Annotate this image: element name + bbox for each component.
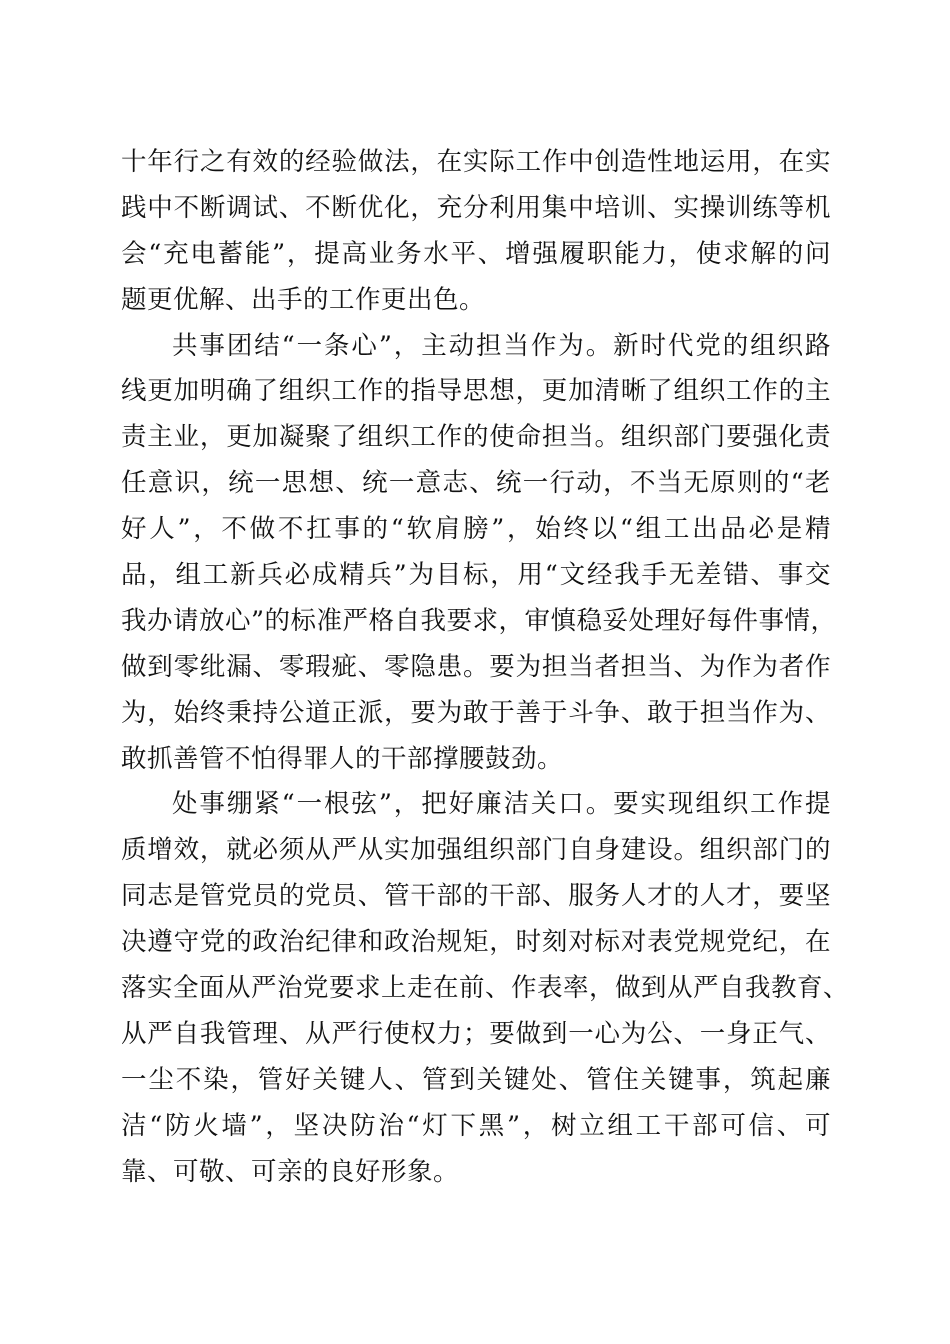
text-line: 决遵守党的政治纪律和政治规矩，时刻对标对表党规党纪，在 [121,927,831,958]
text-line: 会“充电蓄能”，提高业务水平、增强履职能力，使求解的问 [121,238,831,269]
text-line: 做到零纰漏、零瑕疵、零隐患。要为担当者担当、为作为者作 [121,651,831,682]
paragraph-continuation [121,140,831,324]
text-line: 十年行之有效的经验做法，在实际工作中创造性地运用，在实 [121,147,831,177]
text-line: 靠、可敬、可亲的良好形象。 [121,1156,460,1187]
text-line: 一尘不染，管好关键人、管到关键处、管住关键事，筑起廉 [121,1064,831,1095]
text-line: 我办请放心”的标准严格自我要求，审慎稳妥处理好每件事情， [121,605,837,636]
text-line: 洁“防火墙”，坚决防治“灯下黑”，树立组工干部可信、可 [121,1110,831,1141]
document-body [121,140,850,1195]
paragraph-unity [121,324,837,783]
text-line: 线更加明确了组织工作的指导思想，更加清晰了组织工作的主 [121,376,831,407]
text-line: 敢抓善管不怕得罪人的干部撑腰鼓劲。 [121,743,564,774]
text-line: 落实全面从严治党要求上走在前、作表率，做到从严自我教育、 [121,973,850,1004]
paragraph-integrity [121,782,850,1195]
text-line: 责主业，更加凝聚了组织工作的使命担当。组织部门要强化责 [121,422,831,453]
text-line: 题更优解、出手的工作更出色。 [121,284,486,315]
text-line: 好人”，不做不扛事的“软肩膀”，始终以“组工出品必是精 [121,514,831,545]
text-line: 任意识，统一思想、统一意志、统一行动，不当无原则的“老 [121,468,831,499]
text-line: 践中不断调试、不断优化，充分利用集中培训、实操训练等机 [121,192,831,223]
text-line: 品，组工新兵必成精兵”为目标，用“文经我手无差错、事交 [121,560,831,591]
text-line: 质增效，就必须从严从实加强组织部门自身建设。组织部门的 [121,835,831,866]
text-line: 处事绷紧“一根弦”，把好廉洁关口。要实现组织工作提 [172,789,831,820]
text-line: 同志是管党员的党员、管干部的干部、服务人才的人才，要坚 [121,881,831,912]
text-line: 从严自我管理、从严行使权力；要做到一心为公、一身正气、 [121,1018,831,1049]
text-line: 共事团结“一条心”，主动担当作为。新时代党的组织路 [172,330,831,361]
text-line: 为，始终秉持公道正派，要为敢于善于斗争、敢于担当作为、 [121,697,831,728]
